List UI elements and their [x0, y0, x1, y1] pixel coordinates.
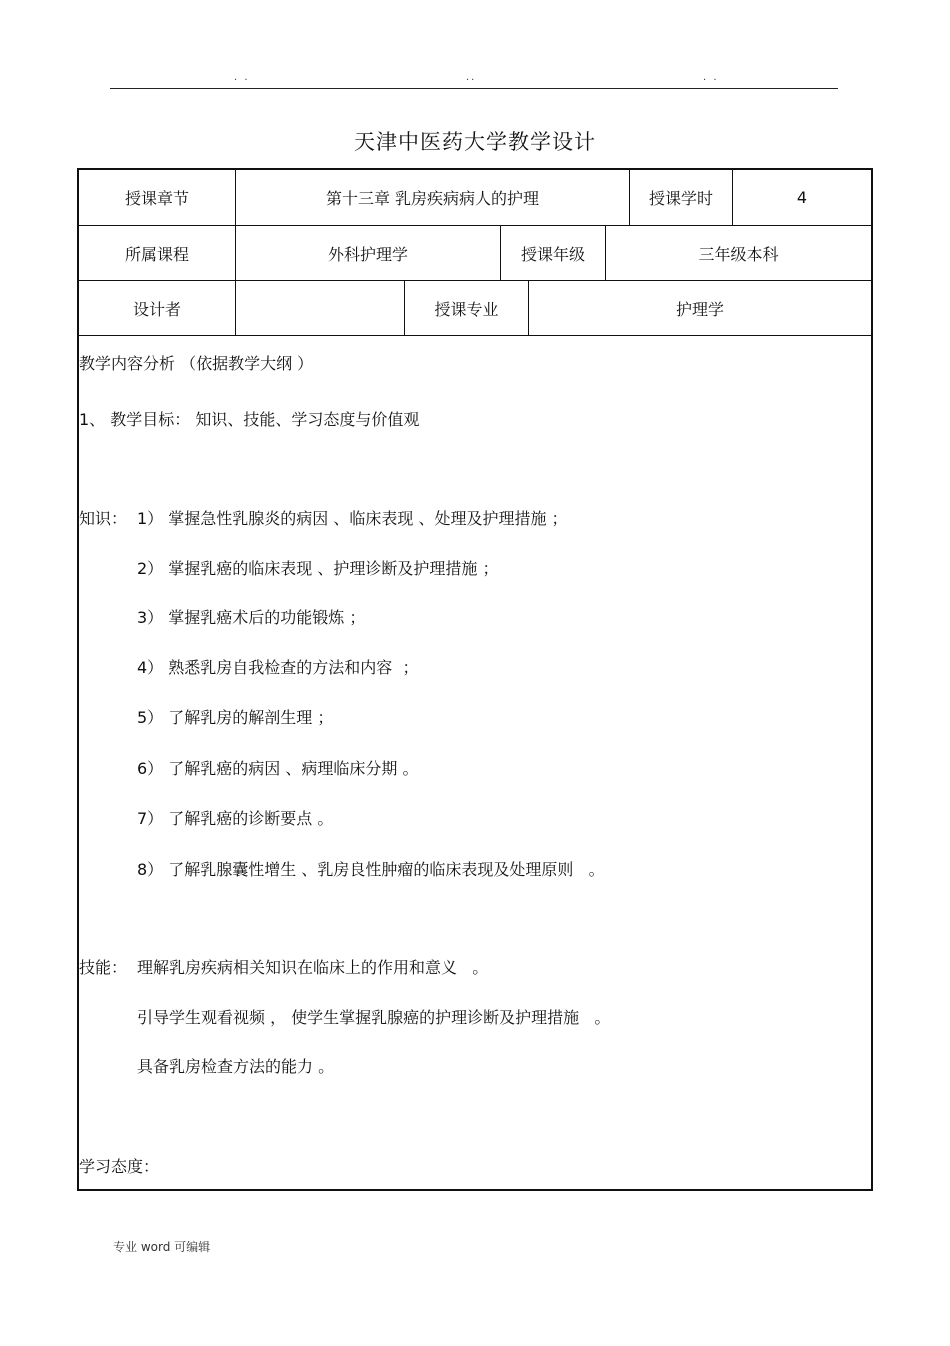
teaching-design-table — [77, 168, 873, 1191]
knowledge-item: 4） 熟悉乳房自我检查的方法和内容 ； — [137, 658, 419, 677]
course-label: 所属课程 — [79, 226, 236, 280]
major-label: 授课专业 — [405, 281, 529, 335]
chapter-label: 授课章节 — [79, 170, 236, 225]
table-row-course — [79, 226, 871, 281]
knowledge-item: 3） 掌握乳癌术后的功能锻炼 ； — [137, 608, 366, 627]
table-row-designer — [79, 281, 871, 336]
analysis-heading: 教学内容分析 （依据教学大纲 ） — [79, 354, 314, 373]
knowledge-item: 7） 了解乳癌的诊断要点 。 — [137, 809, 334, 828]
footer-note: 专业 word 可编辑 — [113, 1240, 211, 1254]
knowledge-item: 2） 掌握乳癌的临床表现 、护理诊断及护理措施 ； — [137, 559, 499, 578]
attitude-heading: 学习态度： — [79, 1157, 160, 1176]
header-dots-middle: .. — [466, 72, 477, 83]
header-dots-right: . . — [703, 72, 719, 83]
major-value: 护理学 — [675, 299, 724, 319]
header-rule — [110, 88, 838, 89]
course-value: 外科护理学 — [236, 226, 501, 280]
objectives-heading: 1、 教学目标： 知识、技能、学习态度与价值观 — [79, 410, 420, 429]
knowledge-item: 5） 了解乳房的解剖生理 ； — [137, 708, 334, 727]
grade-value: 三年级本科 — [698, 244, 779, 264]
skills-item: 理解乳房疾病相关知识在临床上的作用和意义 。 — [137, 958, 489, 977]
hours-value: 4 — [796, 188, 808, 207]
table-row-chapter — [79, 170, 871, 226]
skills-label: 技能： — [79, 958, 128, 977]
designer-label: 设计者 — [79, 281, 236, 335]
skills-item: 具备乳房检查方法的能力 。 — [137, 1057, 335, 1076]
grade-label: 授课年级 — [501, 226, 606, 280]
chapter-value: 第十三章 乳房疾病病人的护理 — [236, 170, 630, 225]
knowledge-item: 1） 掌握急性乳腺炎的病因 、临床表现 、处理及护理措施 ； — [137, 509, 568, 528]
skills-item: 引导学生观看视频 ， 使学生掌握乳腺癌的护理诊断及护理措施 。 — [137, 1008, 611, 1027]
knowledge-item: 6） 了解乳癌的病因 、病理临床分期 。 — [137, 759, 419, 778]
knowledge-label: 知识： — [79, 509, 128, 528]
header-dots-left: . . — [234, 72, 250, 83]
hours-label: 授课学时 — [630, 170, 733, 225]
page-title: 天津中医药大学教学设计 — [354, 130, 596, 154]
knowledge-item: 8） 了解乳腺囊性增生 、乳房良性肿瘤的临床表现及处理原则 。 — [137, 860, 605, 879]
designer-value — [236, 281, 405, 335]
